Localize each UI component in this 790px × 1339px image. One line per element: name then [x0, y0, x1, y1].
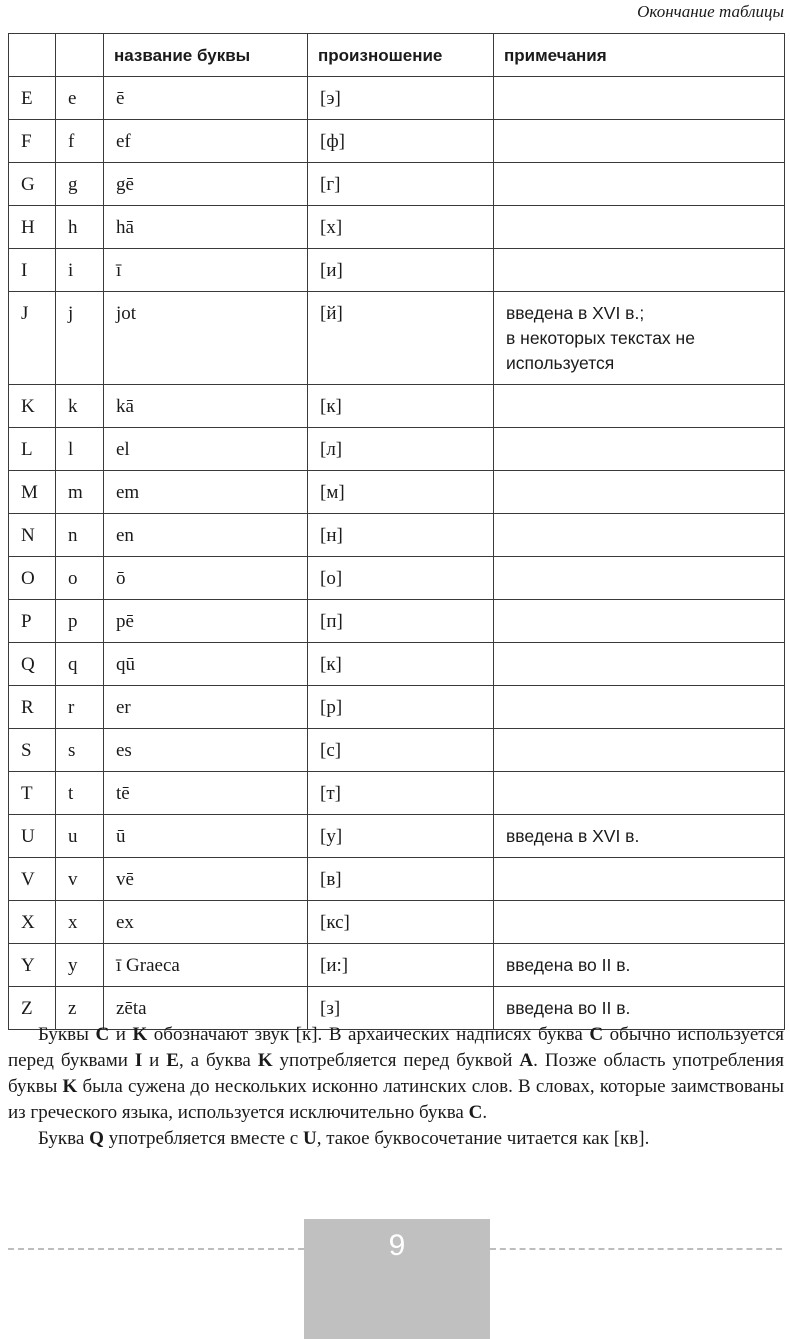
cell-pronunciation: [п]	[308, 600, 494, 643]
table-row	[9, 686, 785, 729]
letter-emphasis: A	[519, 1050, 534, 1071]
letter-emphasis: C	[95, 1024, 110, 1045]
letter-emphasis: K	[257, 1050, 273, 1071]
cell-uppercase: H	[9, 206, 56, 249]
cell-uppercase: P	[9, 600, 56, 643]
cell-notes: введена во II в.	[494, 944, 785, 987]
cell-pronunciation: [к]	[308, 385, 494, 428]
cell-uppercase: R	[9, 686, 56, 729]
table-row	[9, 901, 785, 944]
header-letter-name: название буквы	[104, 34, 308, 77]
text-segment: употребляется перед буквой	[272, 1050, 520, 1071]
cell-pronunciation: [м]	[308, 471, 494, 514]
table-body	[9, 77, 785, 1030]
letter-emphasis: K	[62, 1076, 78, 1097]
page-number-tab	[304, 1219, 490, 1339]
cell-letter-name: es	[104, 729, 308, 772]
text-segment: , такое буквосочетание читается как [кв].	[316, 1128, 650, 1149]
cell-uppercase: I	[9, 249, 56, 292]
cell-letter-name: ē	[104, 77, 308, 120]
table-row	[9, 163, 785, 206]
cell-lowercase: e	[56, 77, 104, 120]
cell-uppercase: V	[9, 858, 56, 901]
cell-letter-name: kā	[104, 385, 308, 428]
cell-pronunciation: [у]	[308, 815, 494, 858]
cell-lowercase: s	[56, 729, 104, 772]
cell-notes	[494, 557, 785, 600]
cell-pronunciation: [кс]	[308, 901, 494, 944]
letter-emphasis: C	[589, 1024, 604, 1045]
table-row	[9, 729, 785, 772]
letter-emphasis: U	[302, 1128, 317, 1149]
cell-notes	[494, 385, 785, 428]
cell-pronunciation: [л]	[308, 428, 494, 471]
text-segment: обозначают звук [к]. В архаических надписях буква	[147, 1024, 590, 1045]
cell-letter-name: tē	[104, 772, 308, 815]
cell-lowercase: j	[56, 292, 104, 385]
table-row	[9, 600, 785, 643]
table-continuation-label: Окончание таблицы	[637, 2, 784, 21]
text-segment: и	[109, 1024, 133, 1045]
cell-uppercase: U	[9, 815, 56, 858]
cell-notes	[494, 120, 785, 163]
cell-lowercase: q	[56, 643, 104, 686]
cell-pronunciation: [о]	[308, 557, 494, 600]
cell-uppercase: E	[9, 77, 56, 120]
table-row	[9, 643, 785, 686]
cell-lowercase: y	[56, 944, 104, 987]
table-row	[9, 428, 785, 471]
cell-letter-name: ī	[104, 249, 308, 292]
cell-lowercase: m	[56, 471, 104, 514]
text-segment: .	[482, 1102, 488, 1123]
table-row	[9, 471, 785, 514]
cell-letter-name: em	[104, 471, 308, 514]
table-row	[9, 514, 785, 557]
cell-notes: введена в XVI в.; в некоторых текстах не используется	[494, 292, 785, 385]
cell-notes: введена во II в.	[494, 987, 785, 1030]
cell-notes	[494, 772, 785, 815]
cell-notes	[494, 600, 785, 643]
cell-pronunciation: [г]	[308, 163, 494, 206]
table-row	[9, 120, 785, 163]
text-segment: . Позже область употребления буквы	[8, 1050, 784, 1097]
paragraph	[8, 1126, 784, 1152]
table-row	[9, 249, 785, 292]
cell-letter-name: ō	[104, 557, 308, 600]
cell-uppercase: S	[9, 729, 56, 772]
footer-divider-right	[490, 1248, 782, 1250]
cell-pronunciation: [в]	[308, 858, 494, 901]
cell-pronunciation: [н]	[308, 514, 494, 557]
cell-lowercase: o	[56, 557, 104, 600]
text-segment: Буквы	[38, 1024, 96, 1045]
cell-lowercase: u	[56, 815, 104, 858]
cell-uppercase: L	[9, 428, 56, 471]
cell-notes	[494, 858, 785, 901]
text-segment: и	[142, 1050, 167, 1071]
cell-lowercase: v	[56, 858, 104, 901]
cell-pronunciation: [ф]	[308, 120, 494, 163]
table-row	[9, 292, 785, 385]
cell-pronunciation: [х]	[308, 206, 494, 249]
table-row	[9, 557, 785, 600]
text-segment: была сужена до нескольких исконно латинских слов. В словах, которые заимствованы из греческого языка, используется исключительно буква	[8, 1076, 784, 1123]
cell-notes	[494, 206, 785, 249]
cell-letter-name: el	[104, 428, 308, 471]
cell-notes	[494, 77, 785, 120]
letter-emphasis: K	[132, 1024, 148, 1045]
cell-pronunciation: [с]	[308, 729, 494, 772]
cell-pronunciation: [й]	[308, 292, 494, 385]
cell-uppercase: G	[9, 163, 56, 206]
cell-letter-name: er	[104, 686, 308, 729]
cell-lowercase: n	[56, 514, 104, 557]
cell-lowercase: f	[56, 120, 104, 163]
cell-lowercase: l	[56, 428, 104, 471]
cell-notes	[494, 686, 785, 729]
table-row	[9, 944, 785, 987]
cell-letter-name: jot	[104, 292, 308, 385]
cell-pronunciation: [и]	[308, 249, 494, 292]
cell-letter-name: gē	[104, 163, 308, 206]
cell-pronunciation: [к]	[308, 643, 494, 686]
cell-uppercase: O	[9, 557, 56, 600]
cell-lowercase: r	[56, 686, 104, 729]
cell-lowercase: z	[56, 987, 104, 1030]
text-segment: употребляется вместе с	[103, 1128, 303, 1149]
cell-uppercase: Q	[9, 643, 56, 686]
cell-letter-name: ex	[104, 901, 308, 944]
letter-emphasis: E	[166, 1050, 179, 1071]
cell-letter-name: qū	[104, 643, 308, 686]
text-segment: обычно используется перед буквами	[8, 1024, 785, 1071]
cell-pronunciation: [т]	[308, 772, 494, 815]
cell-lowercase: p	[56, 600, 104, 643]
cell-lowercase: h	[56, 206, 104, 249]
cell-notes	[494, 249, 785, 292]
cell-letter-name: hā	[104, 206, 308, 249]
cell-lowercase: k	[56, 385, 104, 428]
cell-uppercase: T	[9, 772, 56, 815]
cell-uppercase: N	[9, 514, 56, 557]
header-lowercase	[56, 34, 104, 77]
cell-uppercase: M	[9, 471, 56, 514]
header-notes: примечания	[494, 34, 785, 77]
cell-pronunciation: [з]	[308, 987, 494, 1030]
table-row	[9, 858, 785, 901]
cell-pronunciation: [и:]	[308, 944, 494, 987]
table-row	[9, 385, 785, 428]
cell-uppercase: K	[9, 385, 56, 428]
cell-lowercase: i	[56, 249, 104, 292]
page-number: 9	[388, 1229, 406, 1262]
cell-letter-name: vē	[104, 858, 308, 901]
cell-notes	[494, 428, 785, 471]
cell-letter-name: ef	[104, 120, 308, 163]
cell-uppercase: X	[9, 901, 56, 944]
cell-lowercase: x	[56, 901, 104, 944]
letter-emphasis: I	[134, 1050, 143, 1071]
cell-notes	[494, 729, 785, 772]
cell-notes: введена в XVI в.	[494, 815, 785, 858]
text-segment: , а буква	[178, 1050, 258, 1071]
cell-letter-name: pē	[104, 600, 308, 643]
cell-lowercase: g	[56, 163, 104, 206]
cell-letter-name: ū	[104, 815, 308, 858]
cell-letter-name: en	[104, 514, 308, 557]
cell-notes	[494, 643, 785, 686]
cell-notes	[494, 163, 785, 206]
header-uppercase	[9, 34, 56, 77]
text-segment: Буква	[38, 1128, 90, 1149]
body-text	[8, 1022, 784, 1152]
cell-uppercase: Z	[9, 987, 56, 1030]
letter-emphasis: C	[468, 1102, 483, 1123]
cell-uppercase: F	[9, 120, 56, 163]
cell-notes	[494, 514, 785, 557]
cell-letter-name: ī Graeca	[104, 944, 308, 987]
table-row	[9, 77, 785, 120]
cell-lowercase: t	[56, 772, 104, 815]
cell-notes	[494, 471, 785, 514]
header-pronunciation: произношение	[308, 34, 494, 77]
table-row	[9, 206, 785, 249]
cell-notes	[494, 901, 785, 944]
table-row	[9, 772, 785, 815]
paragraph	[8, 1022, 784, 1126]
table-header-row	[9, 34, 785, 77]
latin-alphabet-table	[8, 33, 785, 1030]
cell-pronunciation: [р]	[308, 686, 494, 729]
cell-uppercase: J	[9, 292, 56, 385]
cell-letter-name: zēta	[104, 987, 308, 1030]
cell-pronunciation: [э]	[308, 77, 494, 120]
footer-divider-left	[8, 1248, 304, 1250]
letter-emphasis: Q	[89, 1128, 104, 1149]
cell-uppercase: Y	[9, 944, 56, 987]
table-row	[9, 815, 785, 858]
